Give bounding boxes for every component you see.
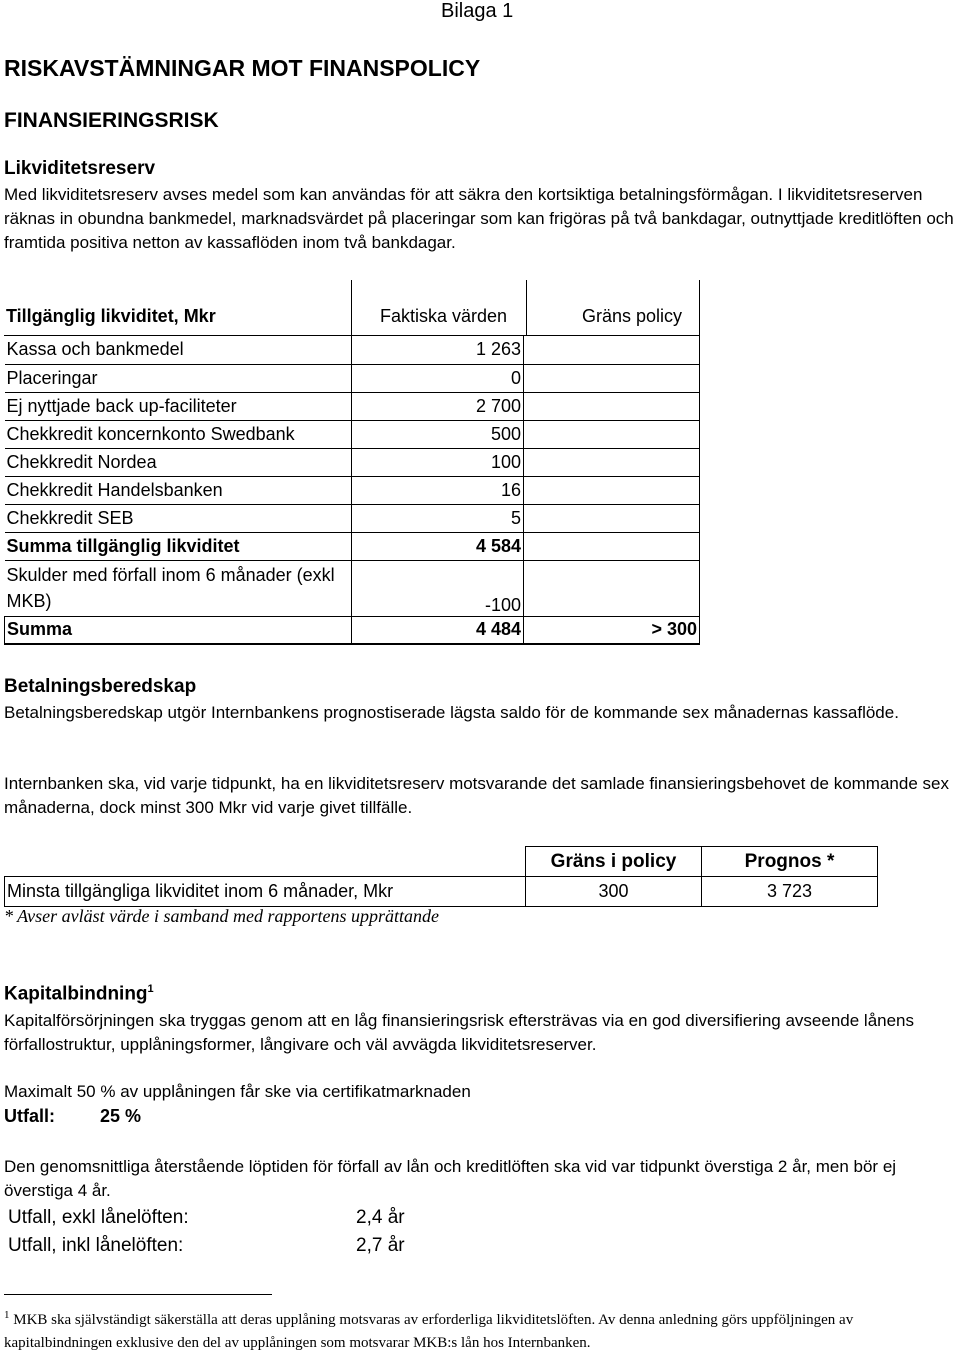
row-limit [524, 560, 700, 616]
row-limit [524, 336, 700, 364]
table-row [5, 420, 700, 448]
row-value: 4 584 [352, 532, 524, 560]
row-label: Ej nyttjade back up-faciliteter [5, 392, 352, 420]
footnote-text: MKB ska självständigt säkerställa att deras upplåning motsvaras av erforderliga likviditetslöften. Av denna anledning görs uppföljningen av kapitalbindningen exklusive den del av upplåningen som motsvarar MKB:s lån hos Internbanken. [4, 1312, 854, 1351]
row-value: 2 700 [352, 392, 524, 420]
table-row [5, 877, 878, 907]
min-liquidity-table [4, 846, 878, 907]
page-title: RISKAVSTÄMNINGAR MOT FINANSPOLICY [4, 55, 481, 81]
liquidity-table-header-actual: Faktiska värden [380, 306, 508, 326]
row-label: Kassa och bankmedel [5, 336, 352, 364]
table-row [5, 560, 700, 616]
row-label: Chekkredit SEB [5, 504, 352, 532]
outcome-incl-label: Utfall, inkl lånelöften: [8, 1235, 184, 1256]
annex-label: Bilaga 1 [441, 0, 514, 22]
row-label: Placeringar [5, 364, 352, 392]
table-row [5, 476, 700, 504]
table-row [5, 532, 700, 560]
table-row [5, 448, 700, 476]
capital-binding-heading-text: Kapitalbindning [4, 983, 148, 1005]
capital-binding-heading [4, 983, 154, 1005]
outcome-excl-label: Utfall, exkl lånelöften: [8, 1207, 189, 1228]
row-label: Chekkredit Handelsbanken [5, 476, 352, 504]
row-value: 5 [352, 504, 524, 532]
row-label: Summa tillgänglig likviditet [5, 532, 352, 560]
liquidity-table-header-limit: Gräns policy [582, 306, 683, 326]
payment-readiness-paragraph1: Betalningsberedskap utgör Internbankens prognostiserade lägsta saldo för de kommande sex månadernas kassaflöde. [4, 703, 899, 722]
empty-cell [5, 847, 526, 877]
row-limit: 300 [526, 877, 702, 907]
row-value: 16 [352, 476, 524, 504]
certificate-rule: Maximalt 50 % av upplåningen får ske via certifikatmarknaden [4, 1082, 471, 1101]
row-value: 1 263 [352, 336, 524, 364]
outcome-excl-value: 2,4 år [356, 1207, 405, 1228]
row-forecast: 3 723 [702, 877, 878, 907]
row-value: 500 [352, 420, 524, 448]
row-label: Summa [5, 616, 352, 644]
row-limit [524, 448, 700, 476]
liquidity-table-header-label: Tillgänglig likviditet, Mkr [6, 306, 216, 326]
col-limit-header: Gräns i policy [526, 847, 702, 877]
row-limit [524, 476, 700, 504]
section-title: FINANSIERINGSRISK [4, 109, 219, 132]
row-label: Minsta tillgängliga likviditet inom 6 månader, Mkr [5, 877, 526, 907]
row-limit [524, 364, 700, 392]
liquidity-table [4, 336, 700, 645]
footnote [4, 1304, 954, 1355]
capital-binding-paragraph1: Kapitalförsörjningen ska tryggas genom att en låg finansieringsrisk eftersträvas via en god diversifiering avseende lånens förfallostruktur, upplåningsformer, långivare och väl avvägda likviditetsreserver. [4, 1011, 915, 1054]
row-limit [524, 392, 700, 420]
row-limit [524, 420, 700, 448]
liquidity-reserve-heading: Likviditetsreserv [4, 158, 156, 179]
row-value: 0 [352, 364, 524, 392]
footnote-number: 1 [4, 1309, 10, 1321]
payment-readiness-heading: Betalningsberedskap [4, 676, 197, 697]
table-row [5, 392, 700, 420]
outcome-value: 25 % [100, 1106, 142, 1126]
table-row [5, 616, 700, 644]
forecast-note: * Avser avläst värde i samband med rapportens upprättande [4, 906, 439, 926]
table-frame-line [351, 280, 352, 336]
row-value: 100 [352, 448, 524, 476]
row-value: -100 [352, 560, 524, 616]
col-forecast-header: Prognos * [702, 847, 878, 877]
payment-readiness-paragraph2: Internbanken ska, vid varje tidpunkt, ha en likviditetsreserv motsvarande det samlade finansieringsbehovet de kommande sex månaderna, dock minst 300 Mkr vid varje givet tillfälle. [4, 774, 949, 817]
table-row [5, 364, 700, 392]
table-row [5, 504, 700, 532]
outcome-incl-value: 2,7 år [356, 1235, 405, 1256]
capital-binding-paragraph2: Den genomsnittliga återstående löptiden för förfall av lån och kreditlöften ska vid var tidpunkt överstiga 2 år, men bör ej överstiga 4 år. [4, 1157, 897, 1200]
row-label: Chekkredit Nordea [5, 448, 352, 476]
liquidity-reserve-paragraph: Med likviditetsreserv avses medel som kan användas för att säkra den kortsiktiga betalningsförmågan. I likviditetsreserven räknas in obundna bankmedel, marknadsvärdet på placeringar som kan frigöras på två bankdagar, outnyttjade kreditlöften och framtida positiva netton av kassaflöden inom två bankdagar. [4, 185, 954, 252]
row-label: Chekkredit koncernkonto Swedbank [5, 420, 352, 448]
row-label: Skulder med förfall inom 6 månader (exkl MKB) [5, 560, 352, 616]
row-value: 4 484 [352, 616, 524, 644]
table-row [5, 847, 878, 877]
table-row [5, 336, 700, 364]
row-limit [524, 504, 700, 532]
row-limit: > 300 [524, 616, 700, 644]
footnote-ref: 1 [147, 983, 154, 995]
table-frame-line [526, 280, 527, 336]
outcome-label: Utfall: [4, 1106, 55, 1126]
table-frame-line [699, 280, 700, 336]
row-limit [524, 532, 700, 560]
footnote-divider [4, 1294, 272, 1295]
